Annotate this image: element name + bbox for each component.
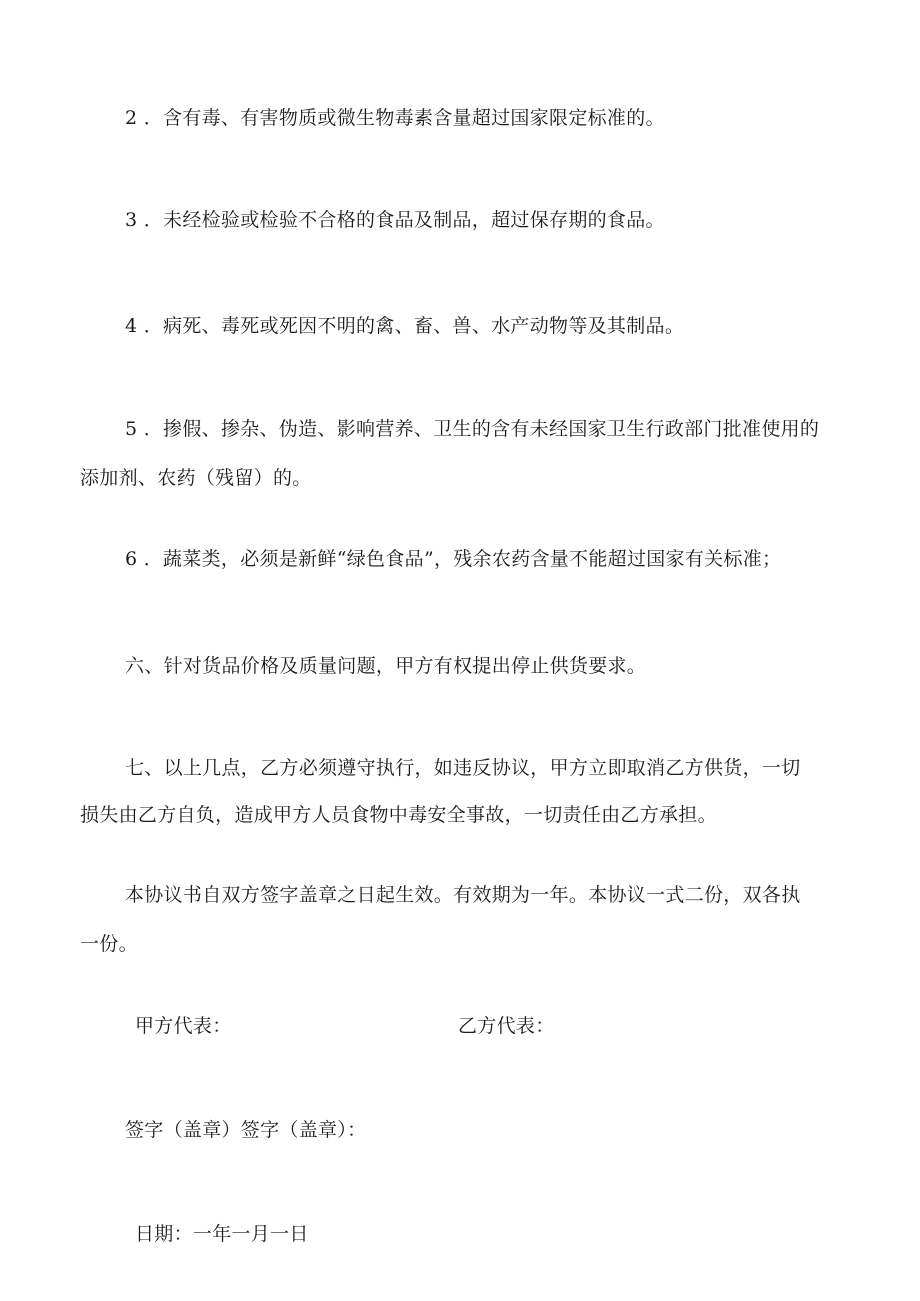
party-a-representative: 甲方代表： (135, 1015, 232, 1037)
signature-line: 签字（盖章）签字（盖章）： (125, 1119, 367, 1141)
clause-5-line-2: 添加剂、农药（残留）的。 (80, 467, 312, 489)
section-seven-line-2: 损失由乙方自负，造成甲方人员食物中毒安全事故，一切责任由乙方承担。 (80, 804, 717, 826)
party-b-representative: 乙方代表： (458, 1015, 555, 1037)
date-line: 日期：一年一月一日 (135, 1223, 309, 1245)
effective-clause-line-2: 一份。 (80, 933, 138, 955)
section-seven-line-1: 七、以上几点，乙方必须遵守执行，如违反协议，甲方立即取消乙方供货，一切 (125, 757, 801, 779)
clause-6-line-1: 6 ．蔬菜类，必须是新鲜“绿色食品”，残余农药含量不能超过国家有关标准； (125, 548, 782, 570)
clause-4-line-1: 4 ．病死、毒死或死因不明的禽、畜、兽、水产动物等及其制品。 (125, 315, 685, 337)
clause-2-line-1: 2 ．含有毒、有害物质或微生物毒素含量超过国家限定标准的。 (125, 107, 665, 129)
clause-5-line-1: 5 ．掺假、掺杂、伪造、影响营养、卫生的含有未经国家卫生行政部门批准使用的 (125, 418, 820, 440)
effective-clause-line-1: 本协议书自双方签字盖章之日起生效。有效期为一年。本协议一式二份，双各执 (125, 884, 801, 906)
section-six-line-1: 六、针对货品价格及质量问题，甲方有权提出停止供货要求。 (125, 655, 647, 677)
clause-3-line-1: 3 ．未经检验或检验不合格的食品及制品，超过保存期的食品。 (125, 209, 665, 231)
